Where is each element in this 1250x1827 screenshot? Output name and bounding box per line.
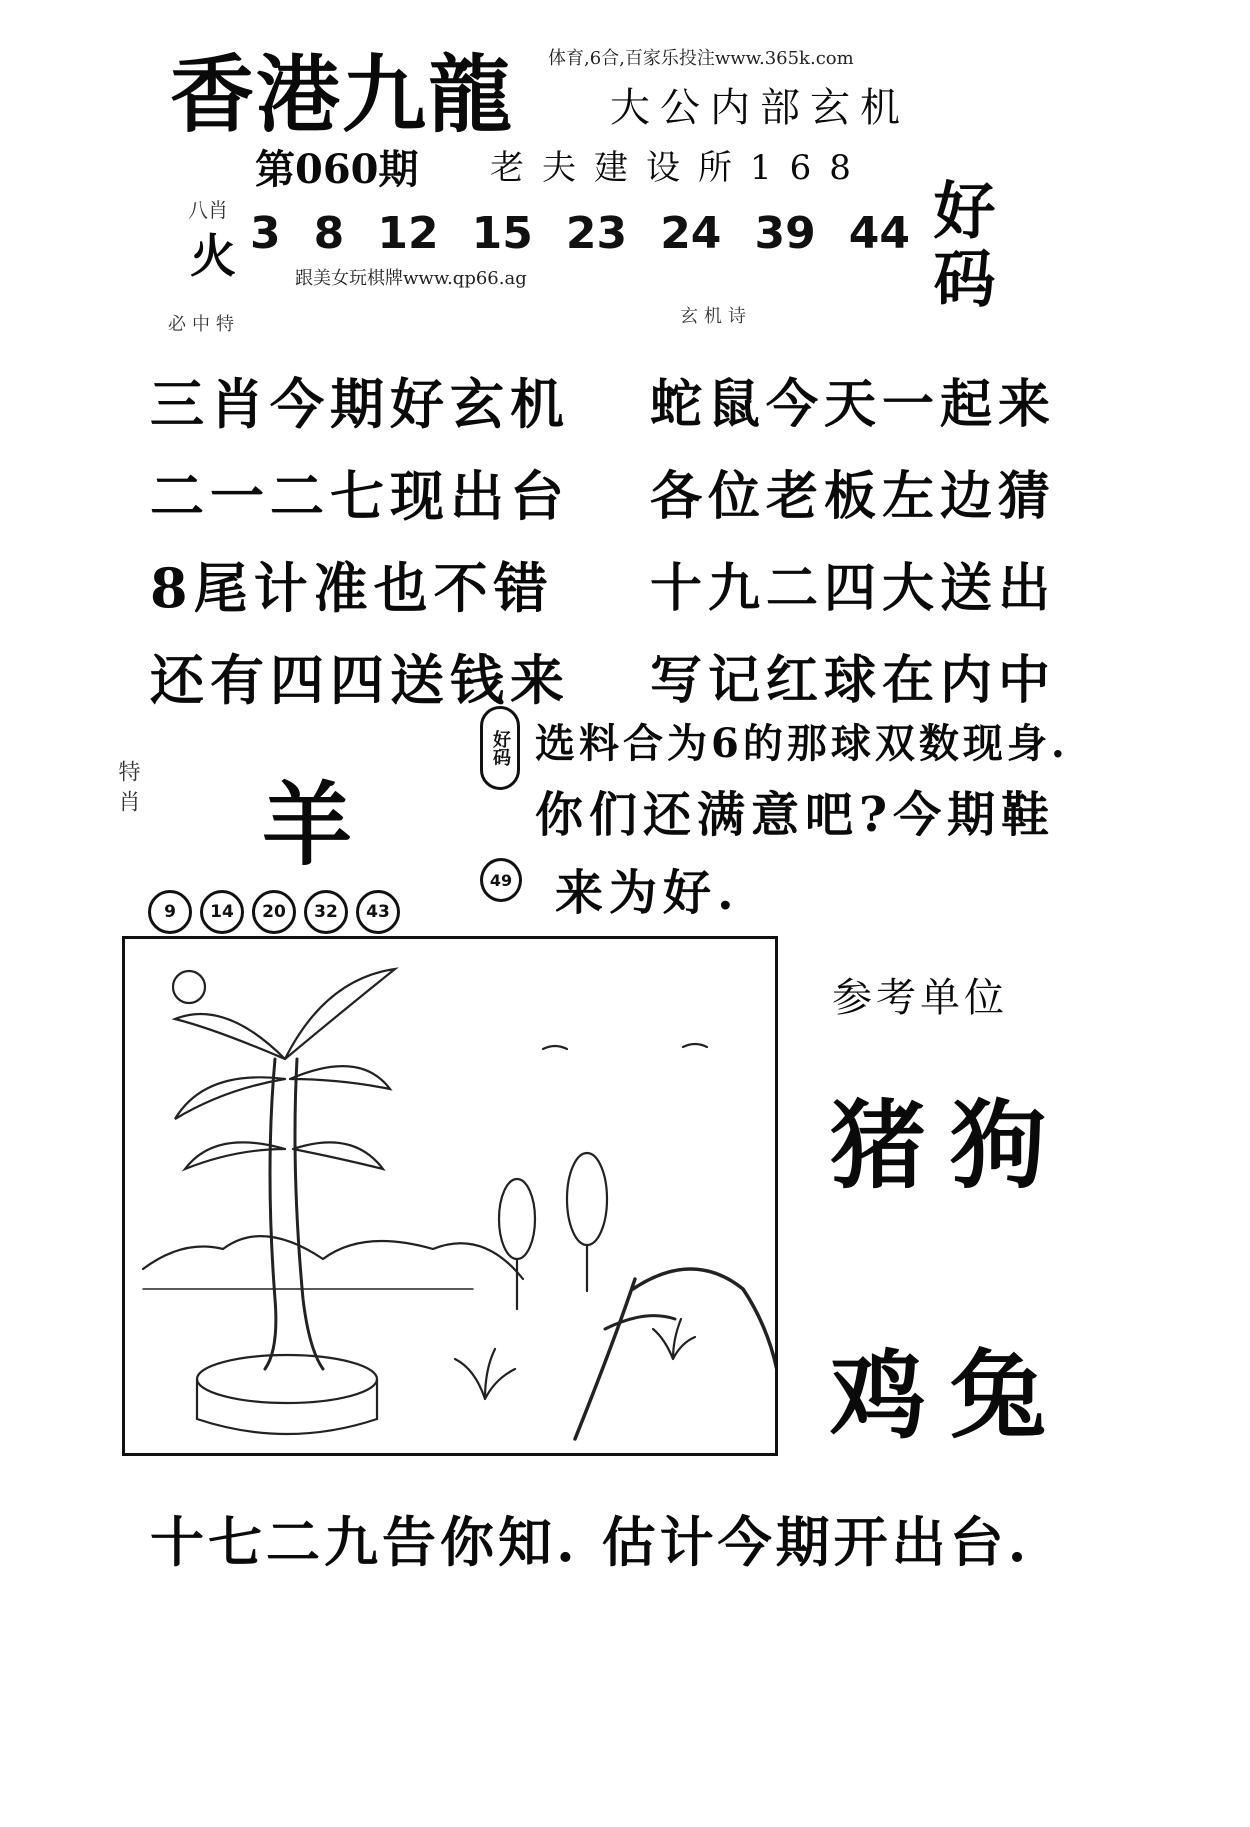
page-subtitle: 大公内部玄机 xyxy=(610,85,910,131)
poem-left xyxy=(150,362,570,730)
hills-icon xyxy=(143,1236,523,1279)
poem-left-line: 二一二七现出台 xyxy=(150,464,570,528)
issue-number: 第060期 xyxy=(255,146,419,193)
circled-tag: 好码 xyxy=(480,706,520,790)
special-zodiac: 羊 xyxy=(262,772,358,878)
illustration-frame xyxy=(122,936,778,1456)
poem-left-line: 8尾计准也不错 xyxy=(150,556,554,620)
watermark-middle: 跟美女玩棋牌www.qp66.ag xyxy=(295,268,527,289)
grass-icon xyxy=(455,1349,515,1399)
comment-block xyxy=(535,712,1069,924)
poem-left-line: 还有四四送钱来 xyxy=(150,648,570,712)
bird-icon xyxy=(543,1046,567,1049)
number-ball: 9 xyxy=(148,890,192,934)
numbers-label-top: 八肖 xyxy=(188,198,228,222)
reference-word: 鸡兔 xyxy=(830,1339,1070,1452)
palm-leaf-icon xyxy=(175,1014,285,1059)
lucky-number: 15 xyxy=(471,208,533,259)
lucky-number: 3 xyxy=(250,208,281,259)
comment-line: 来为好. xyxy=(555,865,740,921)
small-tree-icon xyxy=(499,1179,535,1259)
section-label-left: 必中特 xyxy=(168,314,240,335)
poem-right-line: 蛇鼠今天一起来 xyxy=(650,374,1057,435)
lucky-number: 24 xyxy=(660,208,722,259)
number-ball: 43 xyxy=(356,890,400,934)
bird-icon xyxy=(683,1044,707,1047)
palm-trunk-icon xyxy=(265,1059,276,1369)
pot-icon xyxy=(197,1355,377,1403)
numbers-side-text: 好码 xyxy=(923,178,996,314)
number-row xyxy=(250,208,910,259)
numbers-label: 火 xyxy=(190,229,242,283)
section-label-right: 玄机诗 xyxy=(680,306,752,327)
poem-right-line: 写记红球在内中 xyxy=(650,650,1057,711)
poem-left-line: 三肖今期好玄机 xyxy=(150,372,570,436)
ball-row xyxy=(148,890,400,934)
lucky-number: 44 xyxy=(848,208,910,259)
reference-word: 猪狗 xyxy=(830,1089,1070,1202)
lucky-number: 8 xyxy=(313,208,345,259)
circled-number: 49 xyxy=(480,858,522,902)
special-zodiac-label: 特肖 xyxy=(115,760,140,820)
number-ball: 20 xyxy=(252,890,296,934)
lucky-number: 12 xyxy=(377,208,439,259)
lucky-number: 39 xyxy=(754,208,816,259)
number-ball: 14 xyxy=(200,890,244,934)
comment-line: 选料合为6的那球双数现身. xyxy=(535,720,1069,767)
comment-line: 你们还满意吧?今期鞋 xyxy=(535,787,1056,843)
footer-line: 十七二九告你知. 估计今期开出台. xyxy=(150,1510,1031,1574)
poem-right-line: 各位老板左边猜 xyxy=(650,466,1057,527)
page-title: 香港九龍 xyxy=(170,45,515,144)
small-tree-icon xyxy=(567,1153,607,1245)
reference-label: 参考单位 xyxy=(832,975,1008,1021)
header-note: 老夫建设所168 xyxy=(490,148,869,188)
watermark-top: 体育,6合,百家乐投注www.365k.com xyxy=(548,48,854,69)
number-ball: 32 xyxy=(304,890,348,934)
lucky-number: 23 xyxy=(565,208,628,259)
poem-right-line: 十九二四大送出 xyxy=(650,558,1057,619)
moon-icon xyxy=(173,971,205,1003)
poem-right xyxy=(650,362,1056,730)
